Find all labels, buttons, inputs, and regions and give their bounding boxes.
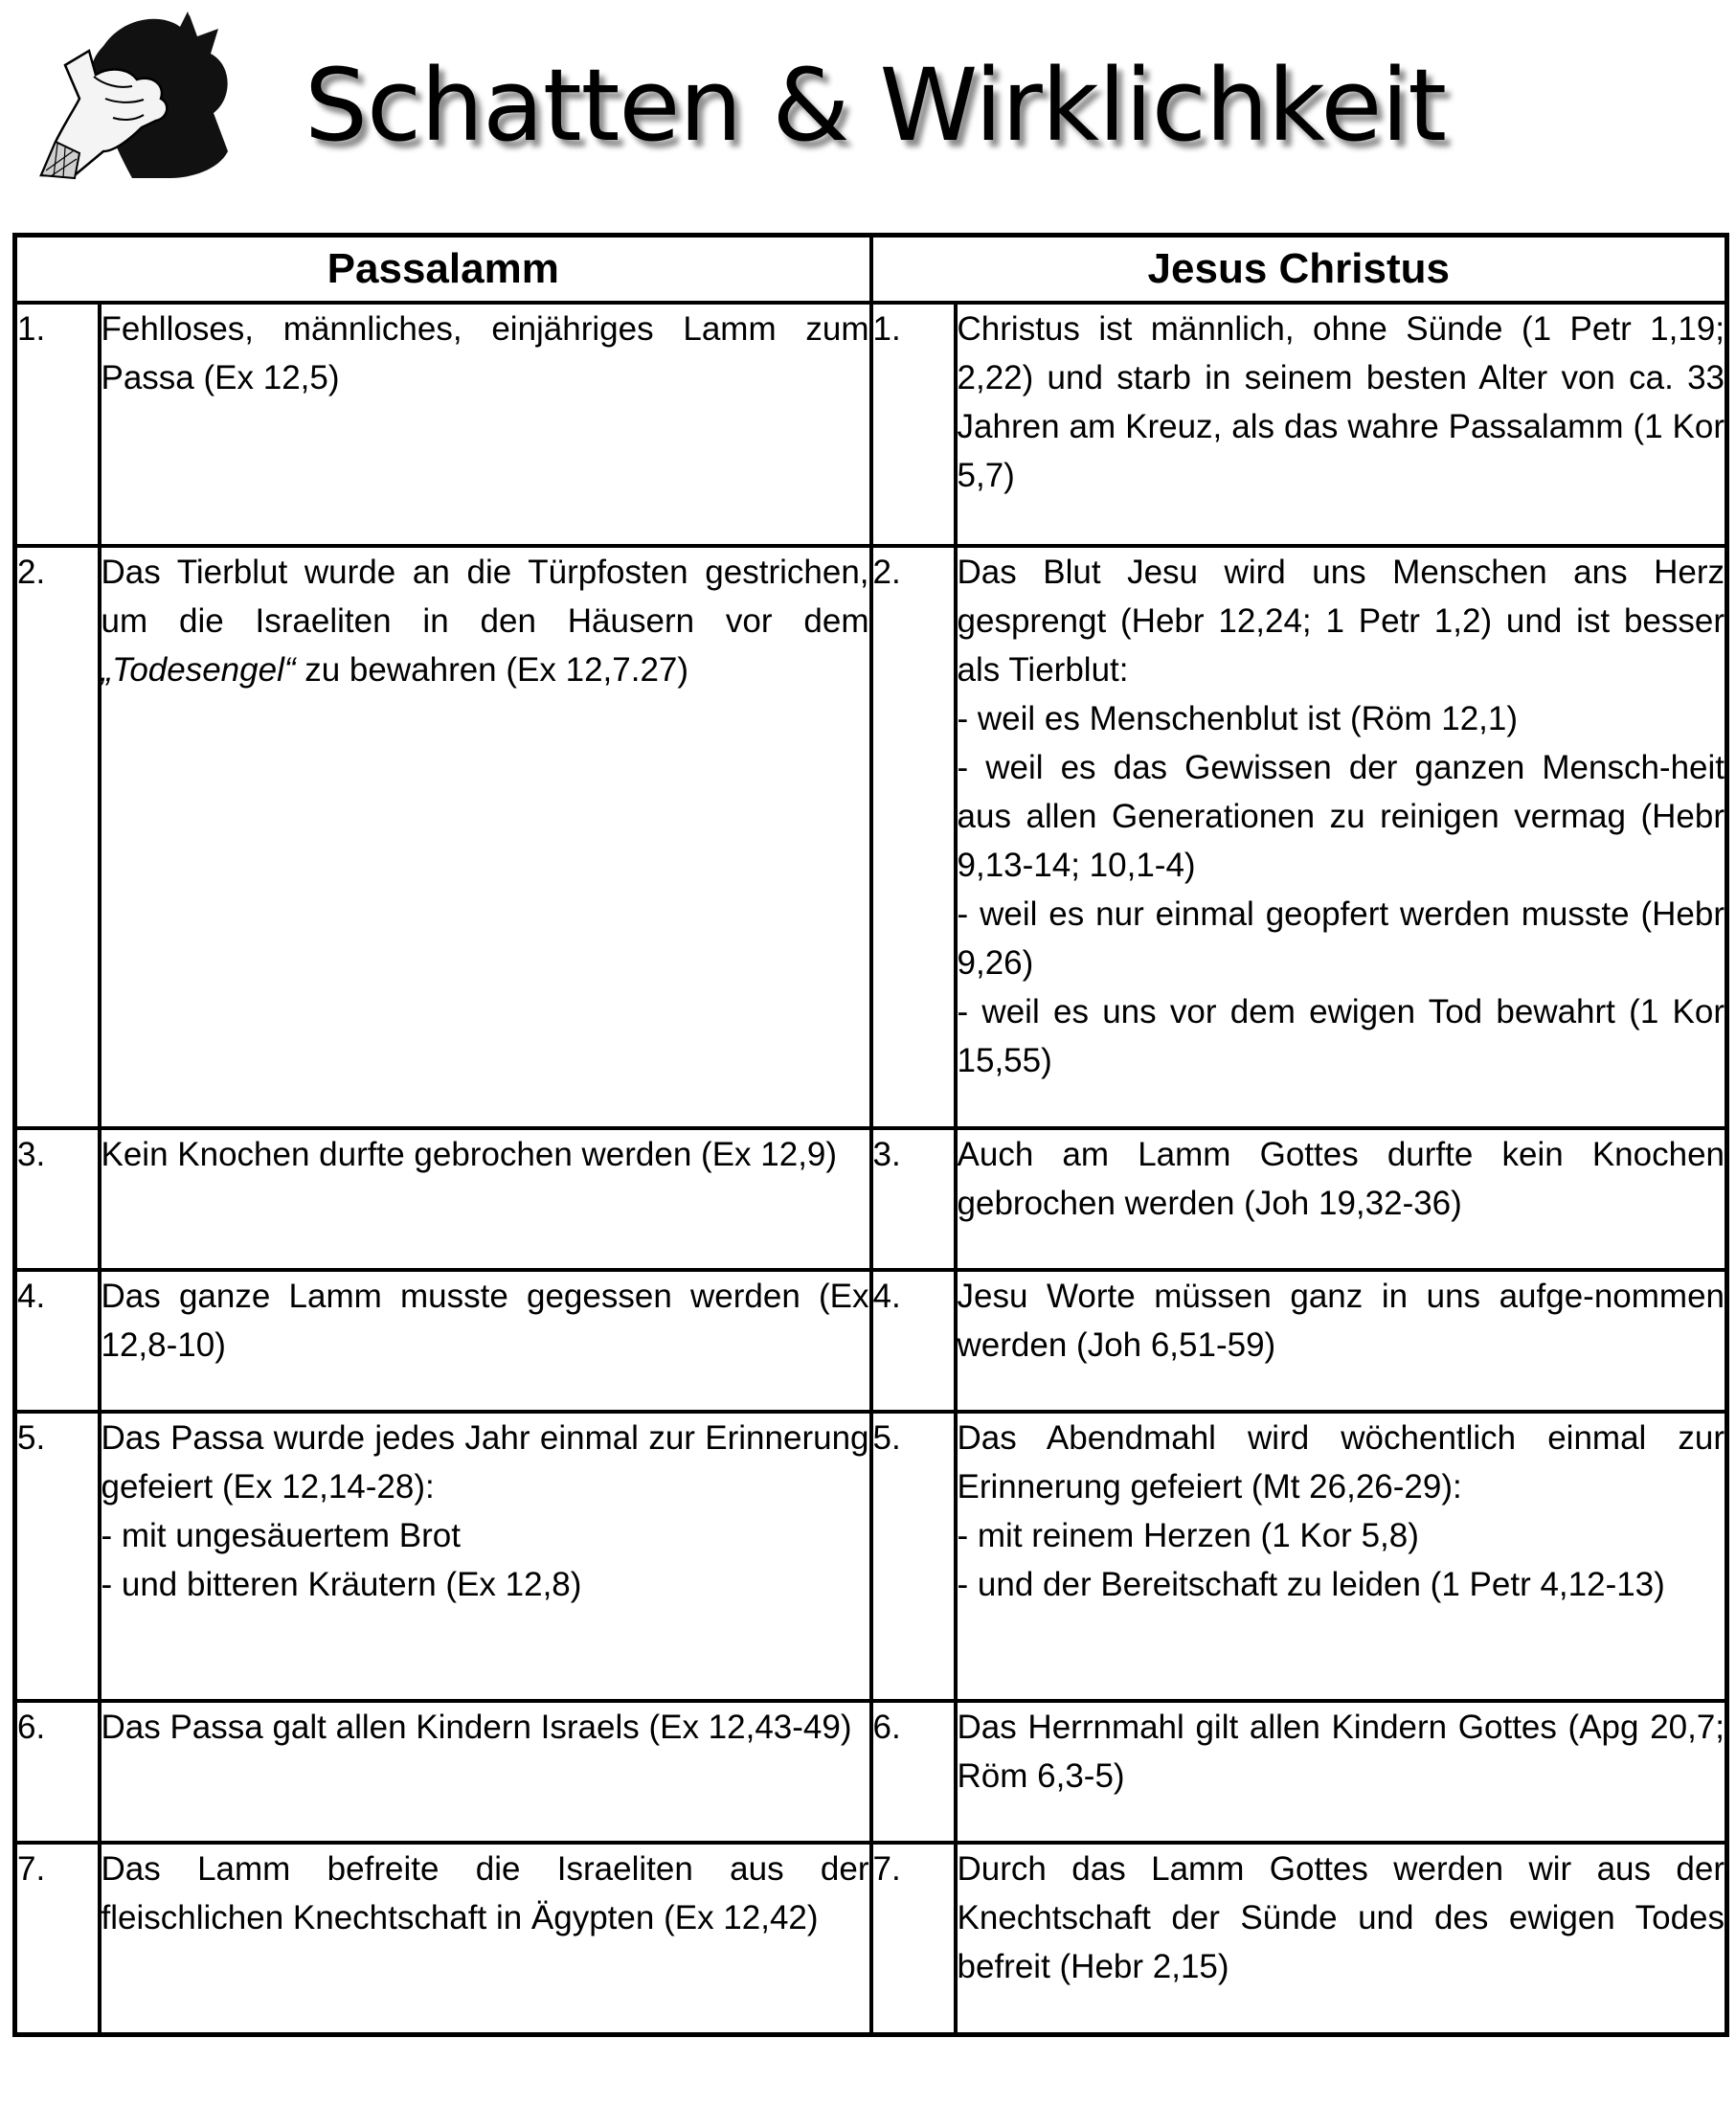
passalamm-cell <box>100 303 871 546</box>
row-number-right: 3. <box>871 1128 956 1270</box>
cell-list-item: - weil es nur einmal geopfert werden musste (Hebr 9,26) <box>957 895 1725 982</box>
cell-text-start: Das Tierblut wurde an die Türpfosten gestrichen, um die Israeliten in den Häusern vor dem <box>101 554 869 640</box>
passalamm-cell <box>100 546 871 1128</box>
column-header-jesus-christus: Jesus Christus <box>871 236 1727 304</box>
passalamm-cell <box>100 1270 871 1412</box>
comparison-table <box>12 233 1729 2037</box>
jesus-christus-cell <box>956 303 1727 546</box>
cell-text: Das Abendmahl wird wöchentlich einmal zur Erinnerung gefeiert (Mt 26,26-29): <box>957 1419 1725 1506</box>
cell-list-item: - weil es uns vor dem ewigen Tod bewahrt (1 Kor 15,55) <box>957 993 1725 1079</box>
passalamm-cell <box>100 1128 871 1270</box>
jesus-christus-cell <box>956 1701 1727 1843</box>
cell-text: Das ganze Lamm musste gegessen werden (Ex 12,8-10) <box>101 1278 869 1364</box>
jesus-christus-cell <box>956 546 1727 1128</box>
page-title: Schatten & Wirklichkeit <box>304 47 1446 164</box>
row-number-right: 7. <box>871 1843 956 2035</box>
table-header-row <box>15 236 1727 304</box>
jesus-christus-cell <box>956 1843 1727 2035</box>
cell-text: Das Passa wurde jedes Jahr einmal zur Erinnerung gefeiert (Ex 12,14-28): <box>101 1419 869 1506</box>
jesus-christus-cell <box>956 1270 1727 1412</box>
cell-text: Das Herrnmahl gilt allen Kindern Gottes (Apg 20,7; Röm 6,3-5) <box>957 1709 1725 1795</box>
passalamm-cell <box>100 1843 871 2035</box>
table-row <box>15 1843 1727 2035</box>
cell-text: Das Passa galt allen Kindern Israels (Ex 12,43-49) <box>101 1709 852 1746</box>
cell-list-item: - mit ungesäuertem Brot <box>101 1517 461 1554</box>
cell-list-item: - und der Bereitschaft zu leiden (1 Petr 4,12-13) <box>957 1566 1665 1603</box>
row-number-left: 6. <box>15 1701 100 1843</box>
row-number-left: 7. <box>15 1843 100 2035</box>
table-row <box>15 1270 1727 1412</box>
cell-text: Durch das Lamm Gottes werden wir aus der Knechtschaft der Sünde und des ewigen Todes befreit (Hebr 2,15) <box>957 1850 1725 1985</box>
column-header-passalamm: Passalamm <box>15 236 871 304</box>
cell-text: Fehlloses, männliches, einjähriges Lamm zum Passa (Ex 12,5) <box>101 310 869 396</box>
cell-text: Das Lamm befreite die Israeliten aus der fleischlichen Knechtschaft in Ägypten (Ex 12,42) <box>101 1850 869 1936</box>
table-row <box>15 303 1727 546</box>
cell-list-item: - und bitteren Kräutern (Ex 12,8) <box>101 1566 582 1603</box>
row-number-left: 5. <box>15 1412 100 1701</box>
row-number-right: 1. <box>871 303 956 546</box>
cell-list-item: - weil es Menschenblut ist (Röm 12,1) <box>957 700 1519 737</box>
cell-text-end: zu bewahren (Ex 12,7.27) <box>295 651 689 689</box>
jesus-christus-cell <box>956 1128 1727 1270</box>
table-row <box>15 546 1727 1128</box>
passalamm-cell <box>100 1412 871 1701</box>
cell-text: Christus ist männlich, ohne Sünde (1 Petr 1,19; 2,22) und starb in seinem besten Alter von ca. 33 Jahren am Kreuz, als das wahre Passalamm (1 Kor 5,7) <box>957 310 1725 494</box>
row-number-left: 3. <box>15 1128 100 1270</box>
jesus-christus-cell <box>956 1412 1727 1701</box>
table-row <box>15 1701 1727 1843</box>
cell-text: Jesu Worte müssen ganz in uns aufge-nommen werden (Joh 6,51-59) <box>957 1278 1725 1364</box>
cell-text: Kein Knochen durfte gebrochen werden (Ex 12,9) <box>101 1136 838 1173</box>
row-number-left: 2. <box>15 546 100 1128</box>
cell-text: Auch am Lamm Gottes durfte kein Knochen gebrochen werden (Joh 19,32-36) <box>957 1136 1725 1222</box>
cell-text <box>101 548 869 694</box>
cell-text-emphasis: „Todesengel“ <box>101 651 296 689</box>
passalamm-cell <box>100 1701 871 1843</box>
row-number-right: 5. <box>871 1412 956 1701</box>
cell-text: Das Blut Jesu wird uns Menschen ans Herz gesprengt (Hebr 12,24; 1 Petr 1,2) und ist besser als Tierblut: <box>957 554 1725 689</box>
row-number-right: 2. <box>871 546 956 1128</box>
table-row <box>15 1128 1727 1270</box>
row-number-left: 4. <box>15 1270 100 1412</box>
row-number-right: 4. <box>871 1270 956 1412</box>
table-row <box>15 1412 1727 1701</box>
shadow-puppet-hands-icon <box>36 8 237 180</box>
cell-list-item: - mit reinem Herzen (1 Kor 5,8) <box>957 1517 1419 1554</box>
cell-list-item: - weil es das Gewissen der ganzen Mensch-heit aus allen Generationen zu reinigen vermag (Hebr 9,13-14; 10,1-4) <box>957 749 1725 884</box>
row-number-left: 1. <box>15 303 100 546</box>
row-number-right: 6. <box>871 1701 956 1843</box>
